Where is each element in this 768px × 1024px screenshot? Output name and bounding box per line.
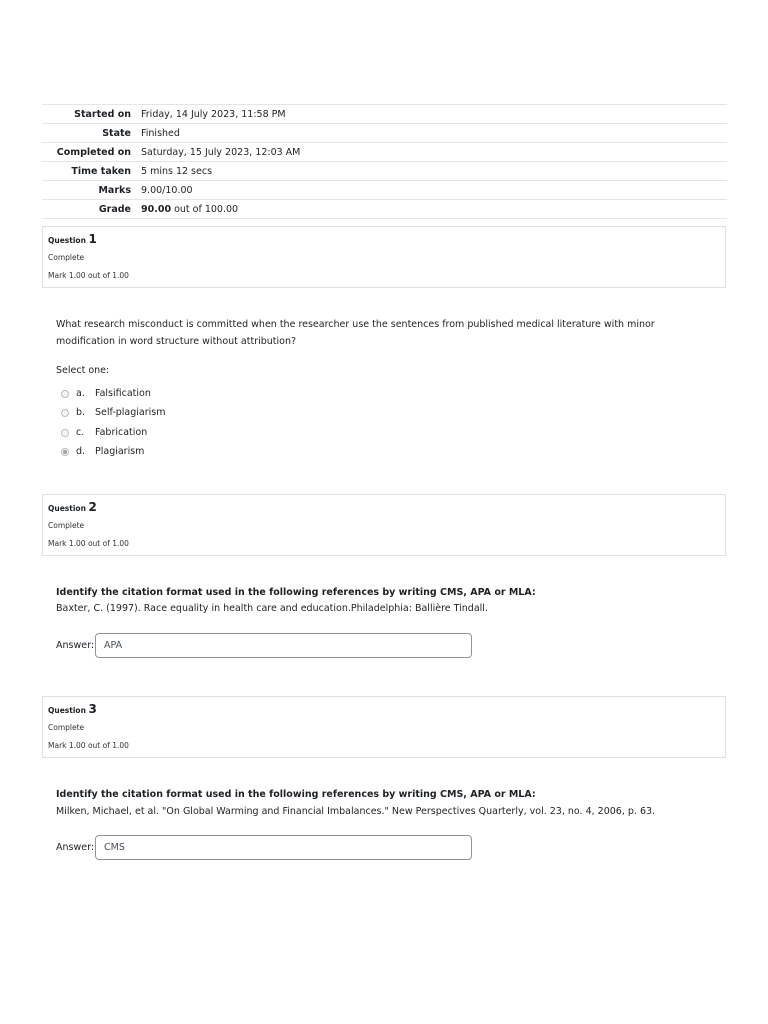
question-grade: Mark 1.00 out of 1.00	[48, 539, 129, 548]
radio-button-selected[interactable]	[61, 448, 69, 456]
answer-option-b[interactable]	[61, 407, 166, 418]
option-letter: d.	[76, 446, 86, 457]
summary-value: 5 mins 12 secs	[141, 165, 213, 177]
summary-row-marks	[42, 180, 727, 199]
summary-row-completed-on	[42, 142, 727, 161]
answer-label: Answer:	[56, 842, 95, 853]
summary-row-grade	[42, 199, 727, 219]
question-prefix: Question	[48, 706, 86, 715]
answer-label: Answer:	[56, 640, 95, 651]
radio-button[interactable]	[61, 429, 69, 437]
option-letter: b.	[76, 407, 86, 418]
question-number-value: 2	[88, 500, 97, 514]
question-heading-text: Identify the citation format used in the following references by writing CMS, APA or MLA:	[56, 587, 536, 598]
question-heading	[56, 584, 716, 601]
question-prefix: Question	[48, 236, 86, 245]
summary-label: Grade	[98, 203, 131, 215]
radio-button[interactable]	[61, 390, 69, 398]
option-label: Falsification	[95, 388, 151, 399]
grade-score: 90.00	[141, 203, 172, 215]
summary-row-started-on	[42, 104, 727, 123]
summary-label: Started on	[74, 108, 131, 120]
answer-option-a[interactable]	[61, 388, 151, 399]
attempt-summary-table	[42, 104, 727, 219]
question-grade: Mark 1.00 out of 1.00	[48, 271, 129, 280]
radio-button[interactable]	[61, 409, 69, 417]
question-heading-text: Identify the citation format used in the following references by writing CMS, APA or MLA:	[56, 789, 536, 800]
summary-label: Time taken	[71, 165, 131, 177]
summary-value: Finished	[141, 127, 180, 139]
option-label: Plagiarism	[95, 446, 145, 457]
question-heading	[56, 786, 716, 803]
question-state: Complete	[48, 521, 85, 530]
summary-row-state	[42, 123, 727, 142]
question-number	[48, 702, 97, 716]
summary-value: Saturday, 15 July 2023, 12:03 AM	[141, 146, 301, 158]
question-info-3	[42, 696, 726, 758]
summary-value: Friday, 14 July 2023, 11:58 PM	[141, 108, 286, 120]
summary-value: 9.00/10.00	[141, 184, 193, 196]
grade-out-of: out of 100.00	[171, 203, 239, 215]
option-letter: c.	[76, 427, 85, 438]
option-label: Self-plagiarism	[95, 407, 166, 418]
option-letter: a.	[76, 388, 85, 399]
select-one-prompt: Select one:	[56, 365, 110, 376]
option-label: Fabrication	[95, 427, 148, 438]
question-number-value: 1	[88, 232, 97, 246]
summary-label: Completed on	[56, 146, 131, 158]
question-number	[48, 232, 97, 246]
question-reference: Baxter, C. (1997). Race equality in health care and education.Philadelphia: Ballière Tindall.	[56, 603, 488, 614]
question-prefix: Question	[48, 504, 86, 513]
question-number	[48, 500, 97, 514]
question-info-2	[42, 494, 726, 556]
question-state: Complete	[48, 253, 85, 262]
summary-label: Marks	[98, 184, 131, 196]
question-number-value: 3	[88, 702, 97, 716]
summary-value	[141, 204, 238, 215]
answer-input[interactable]: CMS	[95, 835, 472, 860]
summary-row-time-taken	[42, 161, 727, 180]
question-state: Complete	[48, 723, 85, 732]
answer-option-d[interactable]	[61, 446, 144, 457]
answer-option-c[interactable]	[61, 427, 147, 438]
question-reference: Milken, Michael, et al. "On Global Warming and Financial Imbalances." New Perspectives Quarterly, vol. 23, no. 4, 2006, p. 63.	[56, 806, 656, 817]
question-text: What research misconduct is committed when the researcher use the sentences from published medical literature with minor modification in word structure without attribution?	[56, 319, 655, 347]
answer-input[interactable]: APA	[95, 633, 472, 658]
summary-label: State	[102, 127, 131, 139]
question-grade: Mark 1.00 out of 1.00	[48, 741, 129, 750]
question-info-1	[42, 226, 726, 288]
